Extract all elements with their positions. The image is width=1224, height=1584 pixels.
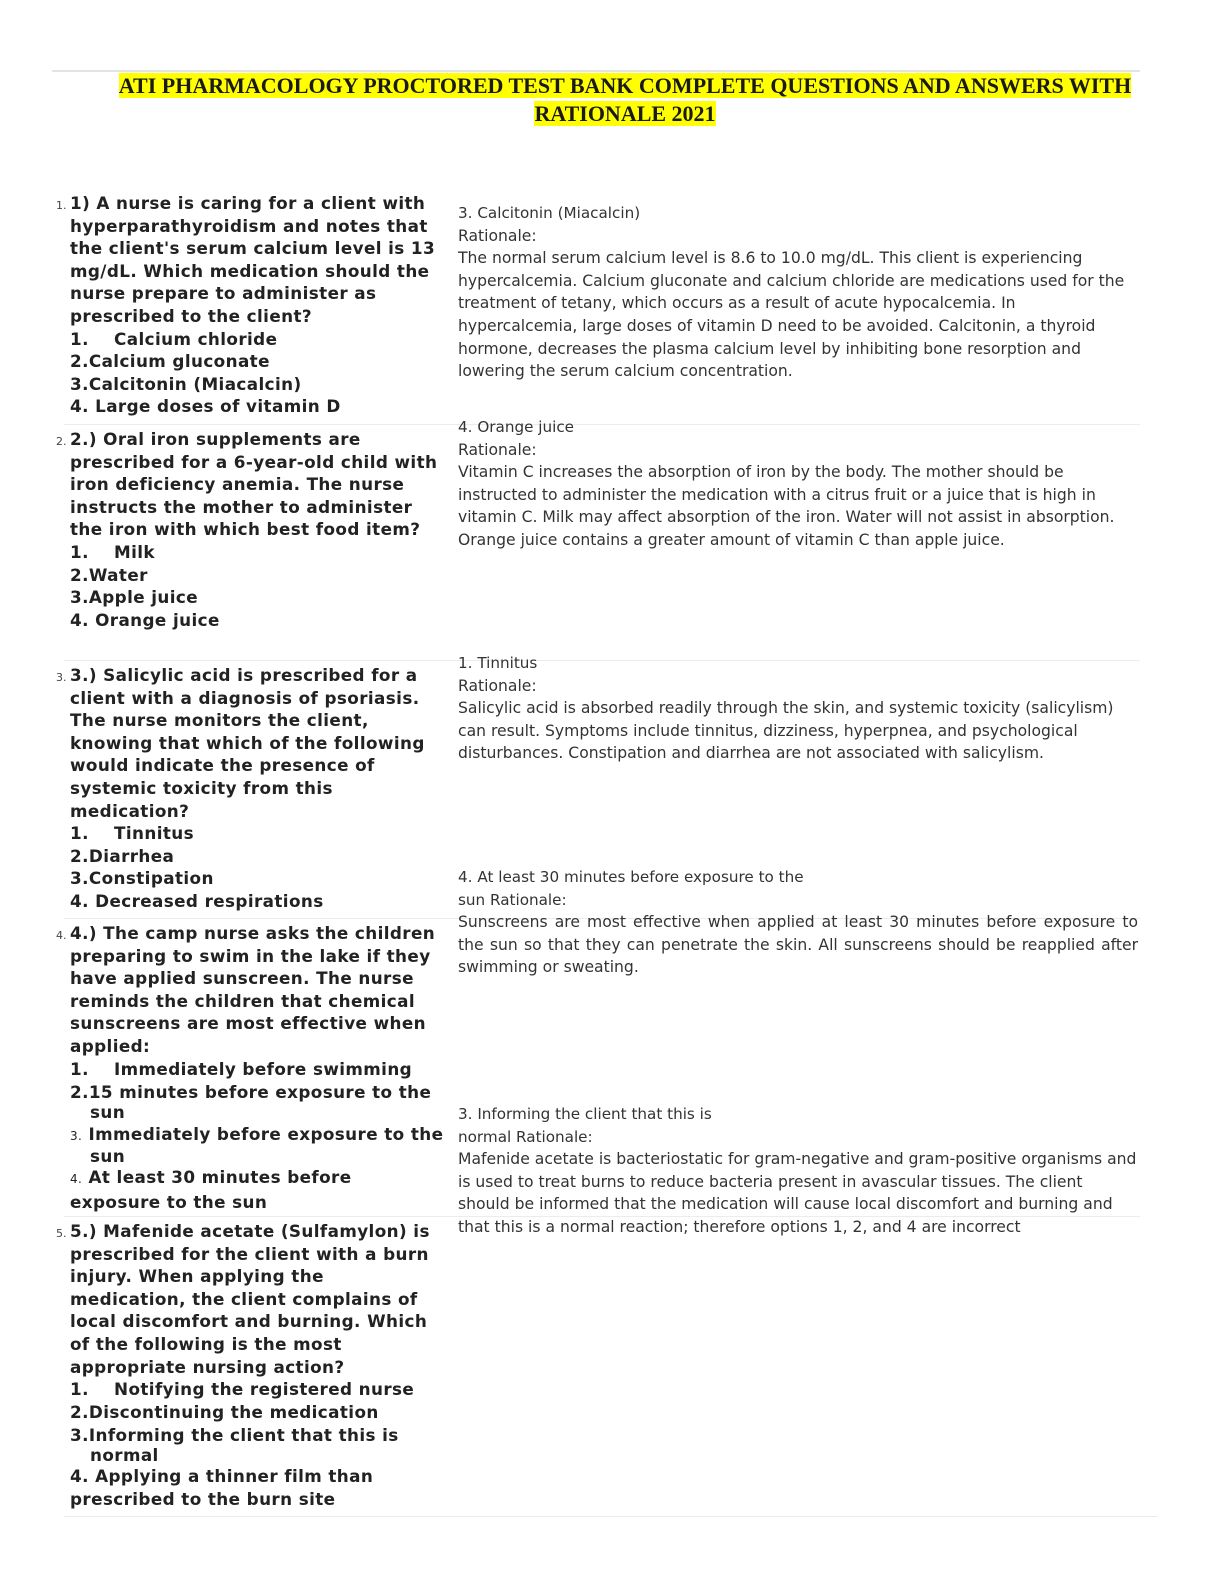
option-3: 3.Apple juice — [70, 587, 199, 608]
rationale-label: Rationale: — [458, 676, 537, 695]
option-2: 2.Diarrhea — [70, 845, 175, 866]
option-2: 2.Discontinuing the medication — [70, 1401, 379, 1422]
question-4 — [56, 922, 446, 1213]
rationale-text: Mafenide acetate is bacteriostatic for gram-negative and gram-positive organisms and is used to treat burns to reduce bacteria present in avascular tissues. The client should be informed that the medication will cause local discomfort and burning and that this is a normal reaction; therefore options 1, 2, and 4 are incorrect — [458, 1150, 1137, 1236]
answer-text: 4. Orange juice — [458, 418, 575, 436]
option-3: 3. Immediately before exposure to the sun — [70, 1124, 444, 1167]
question-number: 1. — [56, 199, 67, 212]
answer-2 — [458, 416, 1138, 552]
answer-4 — [458, 866, 1138, 979]
question-stem: 4.) The camp nurse asks the children preparing to swim in the lake if they have applied sunscreen. The nurse reminds the children that chemical sunscreens are most effective when applied: — [70, 923, 436, 1056]
answer-text: 3. Informing the client that this is — [458, 1105, 712, 1123]
option-1: 1. Notifying the registered nurse — [70, 1379, 415, 1400]
rationale-text: Sunscreens are most effective when applied at least 30 minutes before exposure to the sun so that they can penetrate the skin. All sunscreens should be reapplied after swimming or sweating. — [458, 913, 1138, 977]
question-stem: 5.) Mafenide acetate (Sulfamylon) is prescribed for the client with a burn injury. When applying the medication, the client complains of local discomfort and burning. Which of the following is the most appropriate nursing action? — [70, 1221, 430, 1377]
option-3: 3.Constipation — [70, 868, 214, 889]
question-number: 3. — [56, 671, 67, 684]
question-3 — [56, 664, 446, 913]
answer-text-cont: sun Rationale: — [458, 890, 567, 909]
answer-3 — [458, 652, 1138, 765]
question-stem: 2.) Oral iron supplements are prescribed for a 6-year-old child with iron deficiency anemia. The nurse instructs the mother to administer the iron with which best food item? — [70, 429, 438, 540]
document-title: ATI PHARMACOLOGY PROCTORED TEST BANK COMPLETE QUESTIONS AND ANSWERS WITH RATIONALE 2021 — [118, 73, 1132, 126]
question-2 — [56, 428, 446, 631]
option-4: 4. Applying a thinner film than prescribed to the burn site — [70, 1466, 374, 1509]
option-1: 1. Calcium chloride — [70, 328, 278, 349]
option-4: 4. At least 30 minutes before exposure to the sun — [70, 1167, 352, 1212]
option-1: 1. Tinnitus — [70, 823, 195, 844]
option-1: 1. Immediately before swimming — [70, 1058, 413, 1079]
rationale-text: Vitamin C increases the absorption of iron by the body. The mother should be instructed to administer the medication with a citrus fruit or a juice that is high in vitamin C. Milk may affect absorption of the iron. Water will not assist in absorption. Orange juice contains a greater amount of vitamin C than apple juice. — [458, 463, 1115, 549]
option-4: 4. Decreased respirations — [70, 890, 324, 911]
question-1 — [56, 192, 446, 418]
option-2: 2.Water — [70, 564, 148, 585]
option-4: 4. Orange juice — [70, 609, 220, 630]
answer-5 — [458, 1103, 1138, 1239]
answer-text: 1. Tinnitus — [458, 654, 538, 672]
rationale-label: Rationale: — [458, 440, 537, 459]
rationale-text: Salicylic acid is absorbed readily through the skin, and systemic toxicity (salicylism) can result. Symptoms include tinnitus, dizziness, hyperpnea, and psychological disturbances. Constipation and diarrhea are not associated with salicylism. — [458, 699, 1114, 763]
question-stem: 1) A nurse is caring for a client with hyperparathyroidism and notes that the client's serum calcium level is 13 mg/dL. Which medication should the nurse prepare to administer as prescribed to the client? — [70, 193, 436, 326]
option-2: 2.Calcium gluconate — [70, 351, 270, 372]
option-4: 4. Large doses of vitamin D — [70, 396, 341, 417]
rationale-label: Rationale: — [458, 226, 537, 245]
answer-text: 4. At least 30 minutes before exposure to the — [458, 868, 804, 886]
question-5 — [56, 1220, 446, 1511]
question-number: 2. — [56, 435, 67, 448]
question-number: 4. — [56, 929, 67, 942]
option-3: 3.Calcitonin (Miacalcin) — [70, 373, 302, 394]
question-stem: 3.) Salicylic acid is prescribed for a client with a diagnosis of psoriasis. The nurse monitors the client, knowing that which of the following would indicate the presence of systemic toxicity from this medication? — [70, 665, 425, 821]
answer-text-cont: normal Rationale: — [458, 1127, 593, 1146]
option-2: 2.15 minutes before exposure to the sun — [70, 1082, 432, 1123]
option-3: 3.Informing the client that this is normal — [70, 1425, 399, 1466]
rationale-text: The normal serum calcium level is 8.6 to 10.0 mg/dL. This client is experiencing hypercalcemia. Calcium gluconate and calcium chloride are medications used for the treatment of tetany, which occurs as a result of acute hypocalcemia. In hypercalcemia, large doses of vitamin D need to be avoided. Calcitonin, a thyroid hormone, decreases the plasma calcium level by inhibiting bone resorption and lowering the serum calcium concentration. — [458, 249, 1125, 381]
option-1: 1. Milk — [70, 541, 155, 562]
answer-text: 3. Calcitonin (Miacalcin) — [458, 204, 641, 222]
bottom-divider — [64, 1516, 1158, 1517]
question-number: 5. — [56, 1227, 67, 1240]
answer-1 — [458, 202, 1138, 383]
